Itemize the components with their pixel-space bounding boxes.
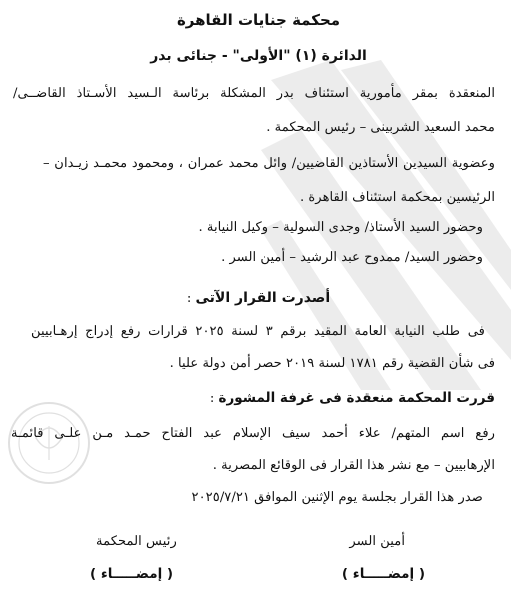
circuit-title: الدائرة (١) "الأولى" - جنائى بدر <box>150 48 367 64</box>
president-title: رئيس المحكمة <box>96 534 177 549</box>
president-signature: ( إمضـــــاء ) <box>90 566 174 582</box>
intro-line-6: وحضور السيد/ ممدوح عبد الرشيد – أمين السر . <box>221 250 483 265</box>
intro-line-2: محمد السعيد الشربينى – رئيس المحكمة . <box>266 120 495 135</box>
ruling-line-2: الإرهابيين – مع نشر هذا القرار فى الوقائع المصرية . <box>212 458 495 473</box>
secretary-signature: ( إمضـــــاء ) <box>341 566 425 582</box>
request-line-2: فى شأن القضية رقم ١٧٨١ لسنة ٢٠١٩ حصر أمن دولة عليا . <box>169 356 495 371</box>
issued-date-line: صدر هذا القرار بجلسة يوم الإثنين الموافق ٢٠٢٥/٧/٢١ <box>191 490 483 505</box>
secretary-title: أمين السر <box>349 534 405 549</box>
intro-line-3: وعضوية السيدين الأستاذين القاضيين/ وائل محمد عمران ، ومحمود محمـد زيـدان – <box>43 156 495 171</box>
request-line-1: فى طلب النيابة العامة المقيد برقم ٣ لسنة ٢٠٢٥ قرارات رفع إدراج إرهـابيين <box>31 324 485 339</box>
intro-line-5: وحضور السيد الأستاذ/ وجدى السولية – وكيل النيابة . <box>198 220 483 235</box>
council-heading-colon: : <box>209 391 215 406</box>
decision-heading <box>0 284 517 313</box>
council-heading <box>210 384 495 413</box>
council-heading-text: قررت المحكمة منعقدة فى غرفة المشورة <box>218 390 495 406</box>
decision-heading-text: أصدرت القرار الآتى <box>195 290 331 306</box>
ruling-line-1: رفع اسم المتهم/ علاء أحمد سيف الإسلام عبد الفتاح حمـد مـن علـى قائمـة <box>11 426 495 441</box>
intro-line-4: الرئيسين بمحكمة استئناف القاهرة . <box>300 190 495 205</box>
court-name: محكمة جنايات القاهرة <box>176 11 341 29</box>
decision-heading-colon: : <box>186 291 192 306</box>
intro-line-1: المنعقدة بمقر مأمورية استئناف بدر المشكلة برئاسة الـسيد الأسـتاذ القاضــى/ <box>13 86 495 101</box>
